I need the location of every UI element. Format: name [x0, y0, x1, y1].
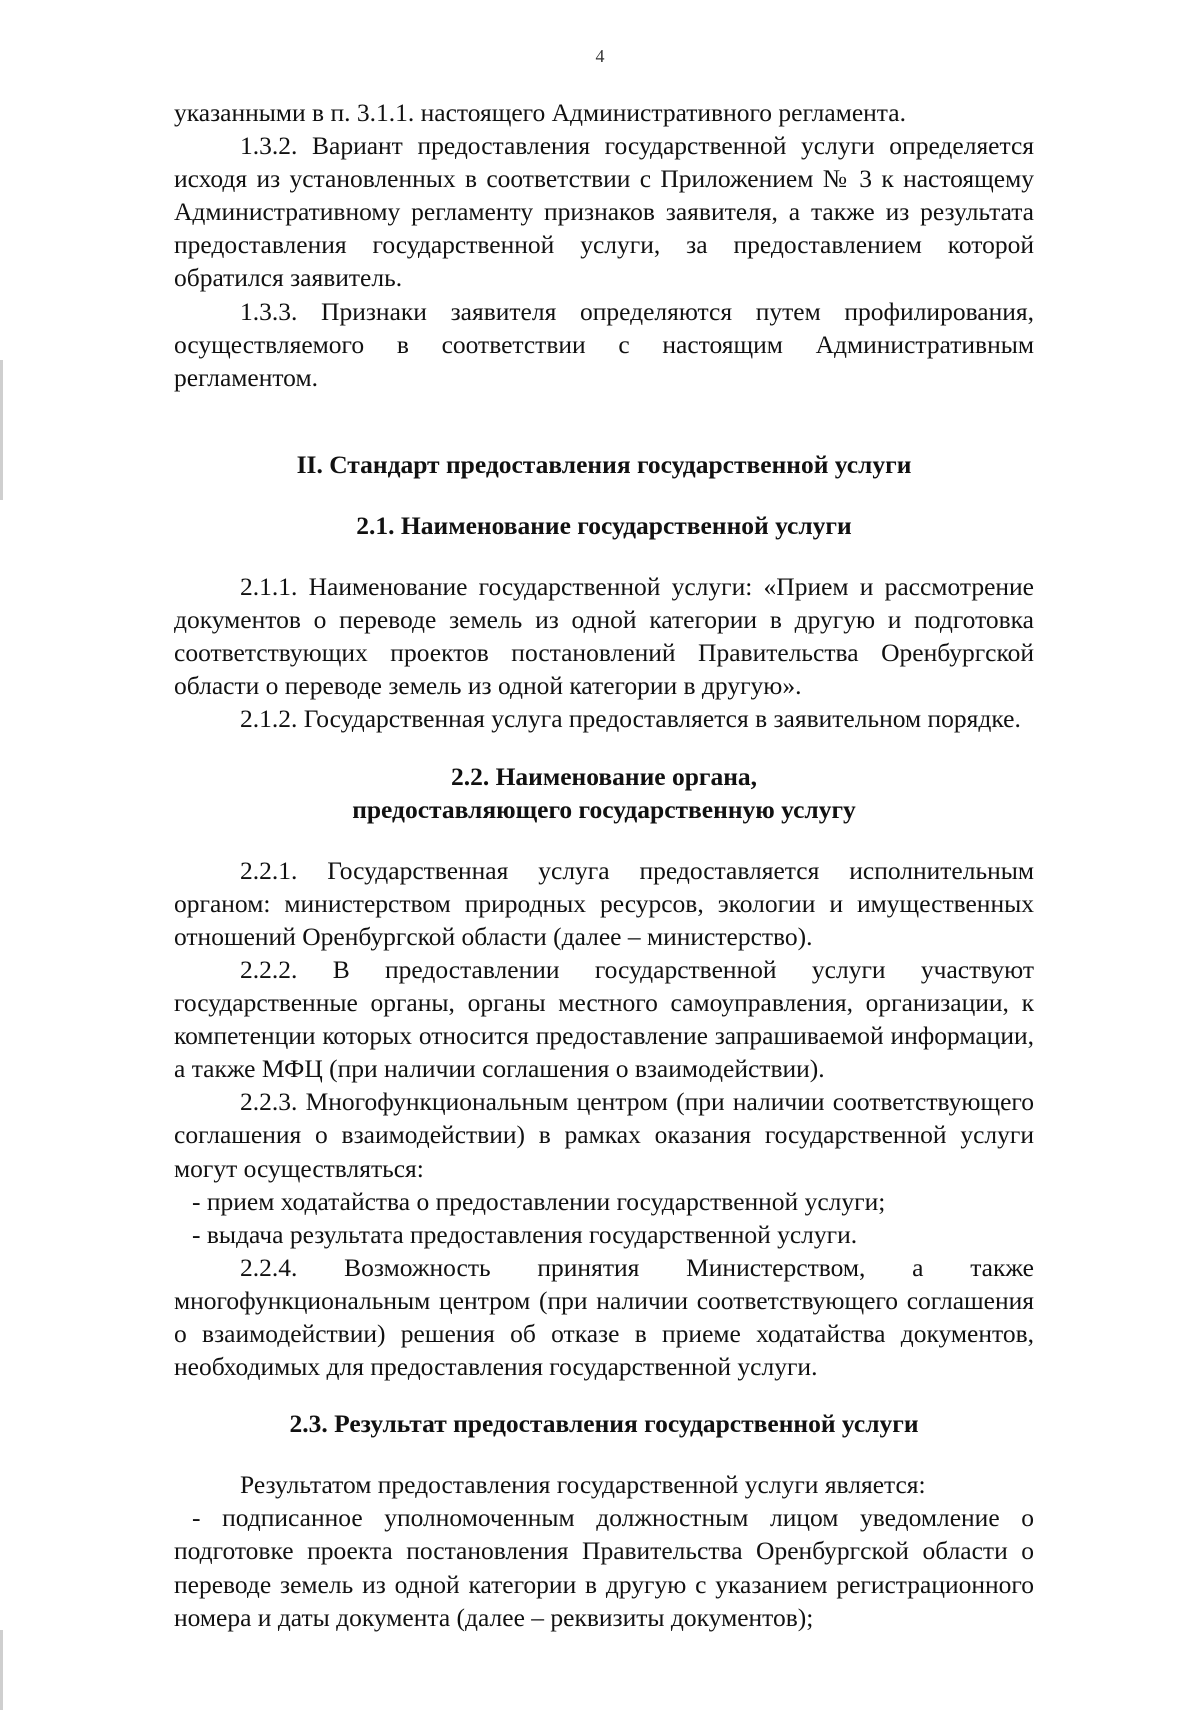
heading-line: предоставляющего государственную услугу: [352, 794, 856, 824]
spacer: [174, 1440, 1034, 1468]
spacer: [174, 826, 1034, 854]
section-heading: [174, 448, 1034, 481]
section-heading: [174, 509, 1034, 542]
list-item: - подписанное уполномоченным должностным лицом уведомление о подготовке проекта постановления Правительства Оренбургской области о переводе земель из одной категории в другую с указанием регистрационного номера и даты документа (далее – реквизиты документов);: [174, 1503, 1034, 1632]
scan-edge-mark: [0, 1630, 3, 1710]
section-heading: [174, 1407, 1034, 1440]
paragraph: 1.3.2. Вариант предоставления государственной услуги определяется исходя из установленных в соответствии с Приложением № 3 к настоящему Административному регламенту признаков заявителя, а также из результата предоставления государственной услуги, за предоставлением которой обратился заявитель.: [174, 131, 1034, 293]
paragraph: 1.3.3. Признаки заявителя определяются путем профилирования, осуществляемого в соответствии с настоящим Административным регламентом.: [174, 296, 1034, 392]
page-number: 4: [595, 46, 605, 66]
document-body: [174, 96, 1034, 1634]
spacer: [174, 736, 1034, 760]
spacer: [174, 542, 1034, 570]
paragraph: 2.2.1. Государственная услуга предоставляется исполнительным органом: министерством природных ресурсов, экологии и имущественных отношений Оренбургской области (далее – министерство).: [174, 855, 1034, 951]
heading-line: 2.3. Результат предоставления государственной услуги: [289, 1409, 919, 1439]
section-heading: [174, 760, 1034, 826]
spacer: [174, 394, 1034, 448]
paragraph: 2.1.1. Наименование государственной услуги: «Прием и рассмотрение документов о переводе земель из одной категории в другую и подготовка соответствующих проектов постановлений Правительства Оренбургской области о переводе земель из одной категории в другую».: [174, 572, 1034, 701]
paragraph: 2.1.2. Государственная услуга предоставляется в заявительном порядке.: [240, 704, 1021, 734]
spacer: [174, 1383, 1034, 1407]
paragraph: 2.2.2. В предоставлении государственной услуги участвуют государственные органы, органы местного самоуправления, организации, к компетенции которых относится предоставление запрашиваемой информации, а также МФЦ (при наличии соглашения о взаимодействии).: [174, 954, 1034, 1084]
heading-line: II. Стандарт предоставления государственной услуги: [296, 449, 912, 479]
paragraph: указанными в п. 3.1.1. настоящего Административного регламента.: [174, 98, 906, 127]
heading-line: 2.2. Наименование органа,: [450, 761, 758, 791]
paragraph: 2.2.3. Многофункциональным центром (при наличии соответствующего соглашения о взаимодействии) в рамках оказания государственной услуги могут осуществляться:: [174, 1087, 1034, 1183]
scan-edge-mark: [0, 360, 3, 500]
list-item: - выдача результата предоставления государственной услуги.: [192, 1219, 858, 1249]
paragraph: Результатом предоставления государственной услуги является:: [240, 1470, 926, 1500]
heading-line: 2.1. Наименование государственной услуги: [356, 510, 852, 540]
list-item: - прием ходатайства о предоставлении государственной услуги;: [192, 1186, 886, 1216]
paragraph: 2.2.4. Возможность принятия Министерством, а также многофункциональным центром (при наличии соответствующего соглашения о взаимодействии) решения об отказе в приеме ходатайства документов, необходимых для предоставления государственной услуги.: [174, 1252, 1034, 1382]
spacer: [174, 481, 1034, 509]
